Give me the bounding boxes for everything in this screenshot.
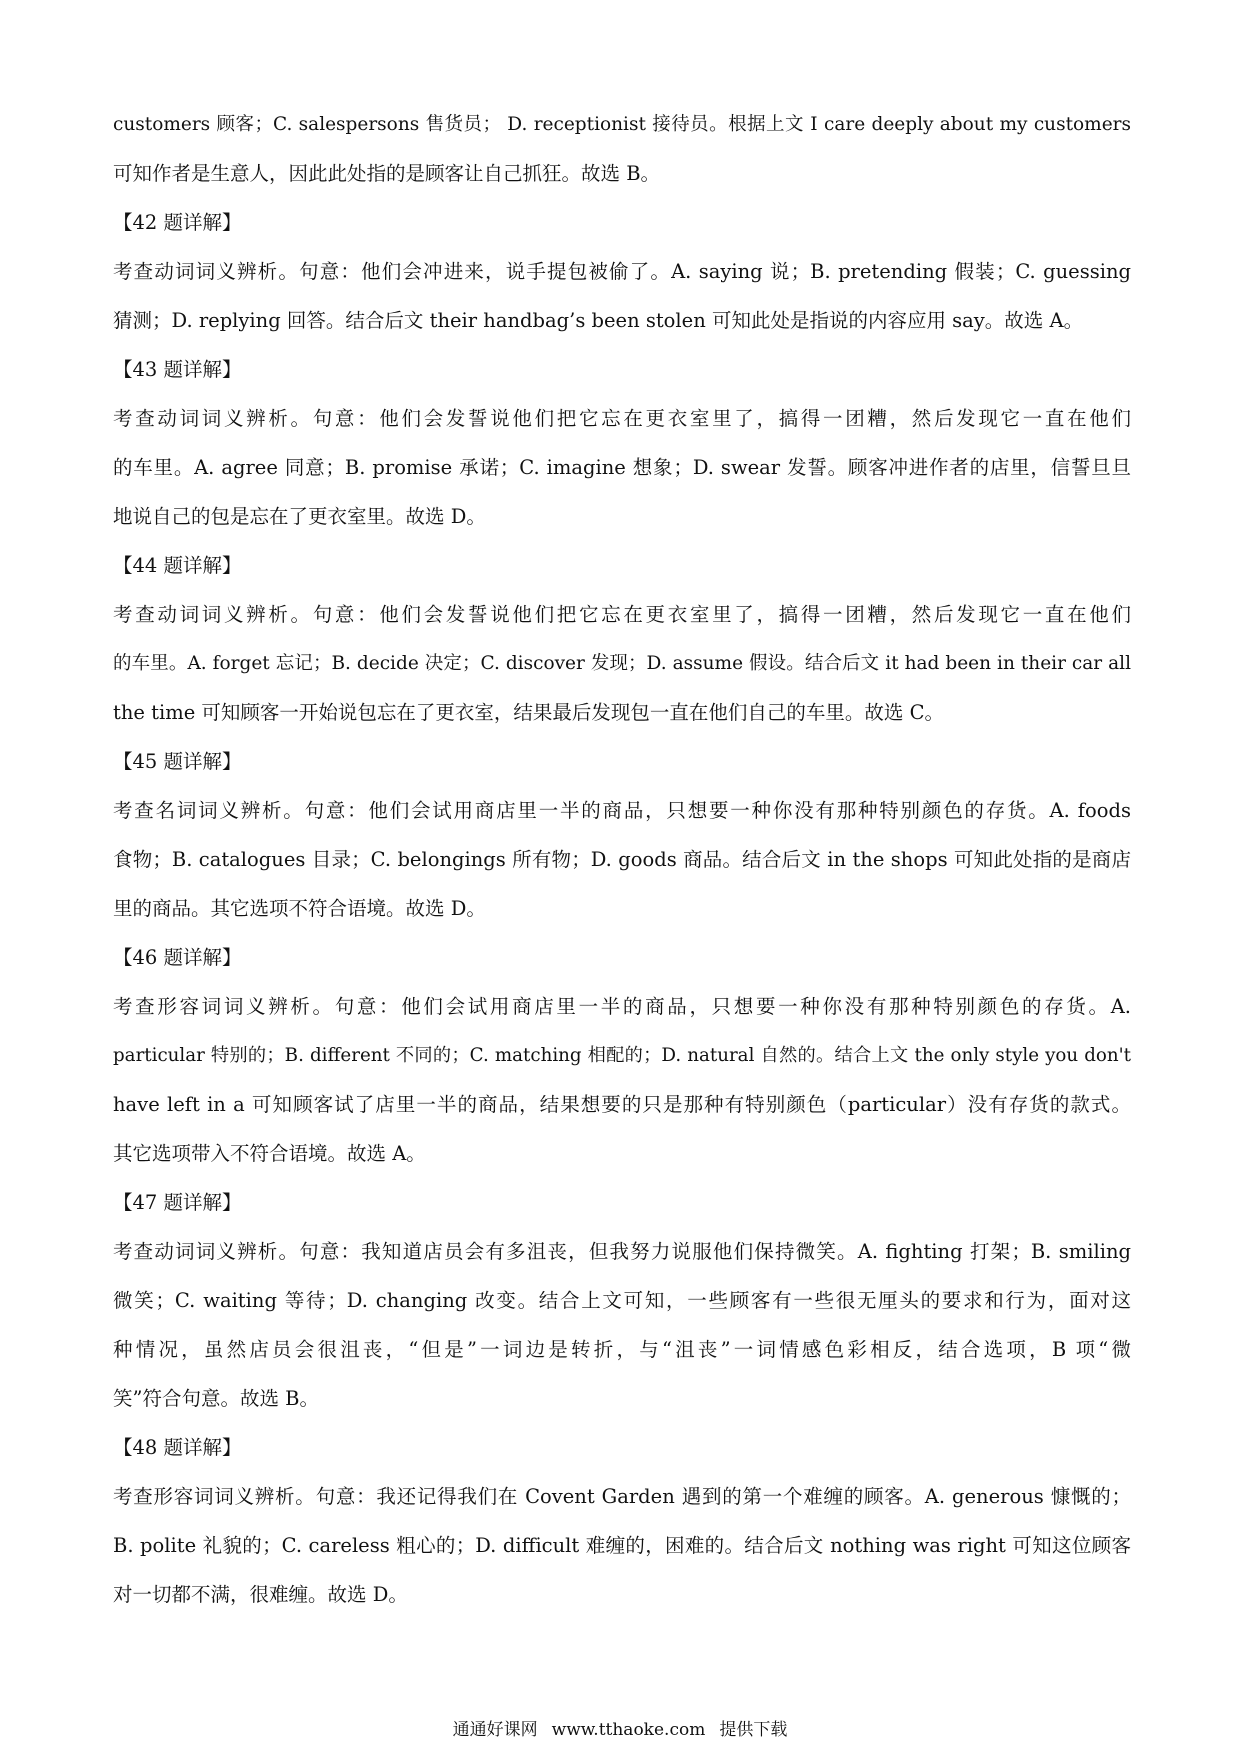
answer-explanations [113,100,1131,1619]
explanation-line: 考查形容词词义辨析。句意：我还记得我们在 Covent Garden 遇到的第一个难缠的顾客。A. generous 慷慨的； [113,1485,1131,1508]
explanation-line: 考查名词词义辨析。句意：他们会试用商店里一半的商品，只想要一种你没有那种特别颜色的存货。A. foods [113,799,1131,822]
explanation-line: 地说自己的包是忘在了更衣室里。故选 D。 [113,505,486,528]
question-heading: 【47 题详解】 [113,1191,242,1214]
explanation-line: 食物；B. catalogues 目录；C. belongings 所有物；D. goods 商品。结合后文 in the shops 可知此处指的是商店 [113,848,1131,871]
question-heading: 【48 题详解】 [113,1436,242,1459]
explanation-line: 的车里。A. forget 忘记；B. decide 决定；C. discover 发现；D. assume 假设。结合后文 it had been in their car all [113,653,1131,674]
question-heading: 【44 题详解】 [113,554,242,577]
explanation-line: 的车里。A. agree 同意；B. promise 承诺；C. imagine 想象；D. swear 发誓。顾客冲进作者的店里，信誓旦旦 [113,456,1131,479]
explanation-line: B. polite 礼貌的；C. careless 粗心的；D. difficult 难缠的，困难的。结合后文 nothing was right 可知这位顾客 [113,1534,1131,1557]
explanation-line: have left in a 可知顾客试了店里一半的商品，结果想要的只是那种有特别颜色（particular）没有存货的款式。 [113,1093,1131,1116]
explanation-line: the time 可知顾客一开始说包忘在了更衣室，结果最后发现包一直在他们自己的车里。故选 C。 [113,701,945,724]
footer-site-name: 通通好课网 [452,1720,538,1740]
question-heading: 【46 题详解】 [113,946,242,969]
explanation-line: 对一切都不满，很难缠。故选 D。 [113,1583,408,1606]
explanation-line: 可知作者是生意人，因此此处指的是顾客让自己抓狂。故选 B。 [113,162,661,185]
page-footer [0,1718,1240,1742]
explanation-line: 考查形容词词义辨析。句意：他们会试用商店里一半的商品，只想要一种你没有那种特别颜色的存货。A. [113,995,1131,1018]
explanation-line: 笑”符合句意。故选 B。 [113,1387,319,1410]
question-heading: 【45 题详解】 [113,750,242,773]
explanation-line: customers 顾客；C. salespersons 售货员； D. receptionist 接待员。根据上文 I care deeply about my customers [113,114,1131,135]
explanation-line: 考查动词词义辨析。句意：他们会发誓说他们把它忘在更衣室里了，搞得一团糟，然后发现它一直在他们 [113,407,1131,430]
explanation-line: 其它选项带入不符合语境。故选 A。 [113,1142,426,1165]
question-heading: 【42 题详解】 [113,211,242,234]
footer-note: 提供下载 [719,1720,788,1740]
footer-url: www.tthaoke.com [551,1720,706,1740]
explanation-line: 猜测；D. replying 回答。结合后文 their handbag’s been stolen 可知此处是指说的内容应用 say。故选 A。 [113,309,1084,332]
explanation-line: 种情况，虽然店员会很沮丧，“但是”一词边是转折，与“沮丧”一词情感色彩相反，结合选项，B 项“微 [113,1338,1131,1361]
explanation-line: 考查动词词义辨析。句意：他们会发誓说他们把它忘在更衣室里了，搞得一团糟，然后发现它一直在他们 [113,603,1131,626]
explanation-line: 里的商品。其它选项不符合语境。故选 D。 [113,897,486,920]
question-heading: 【43 题详解】 [113,358,242,381]
explanation-line: 微笑；C. waiting 等待；D. changing 改变。结合上文可知，一些顾客有一些很无厘头的要求和行为，面对这 [113,1289,1131,1312]
explanation-line: particular 特别的；B. different 不同的；C. matching 相配的；D. natural 自然的。结合上文 the only style you don't [113,1045,1131,1066]
explanation-line: 考查动词词义辨析。句意：他们会冲进来，说手提包被偷了。A. saying 说；B. pretending 假装；C. guessing [113,260,1131,283]
explanation-line: 考查动词词义辨析。句意：我知道店员会有多沮丧，但我努力说服他们保持微笑。A. fighting 打架；B. smiling [113,1240,1131,1263]
